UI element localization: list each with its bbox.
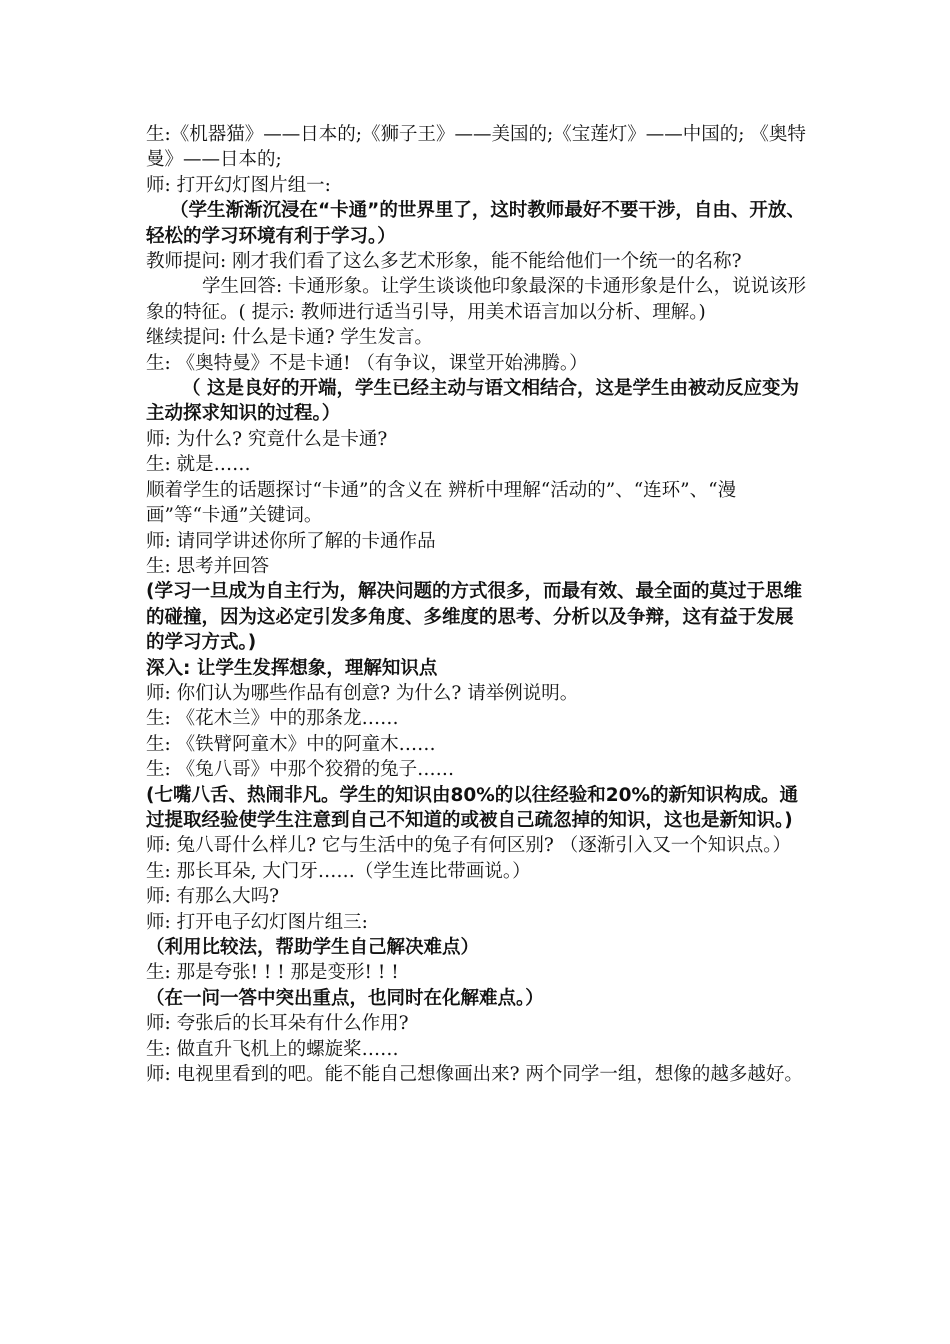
text-line: 继续提问: 什么是卡通? 学生发言。 [146, 327, 433, 349]
annotation-line: (学习一旦成为自主行为，解决问题的方式很多，而最有效、最全面的莫过于思维的碰撞，因为这必定引发多角度、多维度的思考、分析以及争辩，这有益于发展的学习方式。) [146, 581, 802, 654]
section-heading: 深入: 让学生发挥想象，理解知识点 [146, 657, 438, 679]
text-line: 师: 兔八哥什么样儿? 它与生活中的兔子有何区别? （逐渐引入又一个知识点。） [146, 835, 791, 857]
text-line: 生: 就是…… [146, 454, 251, 476]
text-line: 师: 打开幻灯图片组一: [146, 174, 331, 196]
text-line: 生:《机器猫》——日本的;《狮子王》——美国的;《宝莲灯》——中国的; 《奥特曼》——日本的; [146, 124, 806, 171]
document-body [146, 122, 808, 1087]
text-line: 生: 那长耳朵, 大门牙……（学生连比带画说。） [146, 860, 531, 882]
text-line: 教师提问: 刚才我们看了这么多艺术形象，能不能给他们一个统一的名称? [146, 251, 742, 273]
annotation-line: （在一问一答中突出重点，也同时在化解难点。） [146, 987, 544, 1009]
text-line: 生: 《兔八哥》中那个狡猾的兔子…… [146, 759, 455, 781]
text-line: 生: 《铁臂阿童木》中的阿童木…… [146, 733, 436, 755]
text-line: 师: 打开电子幻灯图片组三: [146, 911, 368, 933]
text-line: 师: 请同学讲述你所了解的卡通作品 [146, 530, 436, 552]
annotation-line: （利用比较法，帮助学生自己解决难点） [146, 937, 480, 958]
annotation-line: （学生渐渐沉浸在“卡通”的世界里了，这时教师最好不要干涉，自由、开放、轻松的学习环境有利于学习。） [146, 200, 805, 247]
annotation-line: (七嘴八舌、热闹非凡。学生的知识由80%的以往经验和20%的新知识构成。通过提取经验使学生注意到自己不知道的或被自己疏忽掉的知识，这也是新知识。) [146, 784, 799, 831]
annotation-line: （ 这是良好的开端，学生已经主动与语文相结合，这是学生由被动反应变为主动探求知识的过程。） [146, 378, 799, 425]
text-line: 生: 《奥特曼》不是卡通! （有争议，课堂开始沸腾。） [146, 352, 588, 374]
text-line: 生: 《花木兰》中的那条龙…… [146, 708, 399, 730]
text-line: 生: 思考并回答 [146, 555, 270, 577]
text-line: 师: 有那么大吗? [146, 886, 280, 908]
text-line: 生: 做直升飞机上的螺旋桨…… [146, 1038, 399, 1060]
text-line: 师: 夸张后的长耳朵有什么作用? [146, 1013, 409, 1035]
text-line: 生: 那是夸张! ! ! 那是变形! ! ! [146, 962, 399, 984]
text-line: 师: 电视里看到的吧。能不能自己想像画出来? 两个同学一组，想像的越多越好。 [146, 1064, 803, 1086]
text-line: 顺着学生的话题探讨“卡通”的含义在 辨析中理解“活动的”、“连环”、“漫画”等“卡通”关键词。 [146, 479, 737, 527]
text-line: 师: 你们认为哪些作品有创意? 为什么? 请举例说明。 [146, 682, 579, 704]
text-line: 师: 为什么? 究竟什么是卡通? [146, 428, 388, 450]
text-line: 学生回答: 卡通形象。让学生谈谈他印象最深的卡通形象是什么，说说该形象的特征。( 提示: 教师进行适当引导，用美术语言加以分析、理解。) [146, 276, 807, 323]
